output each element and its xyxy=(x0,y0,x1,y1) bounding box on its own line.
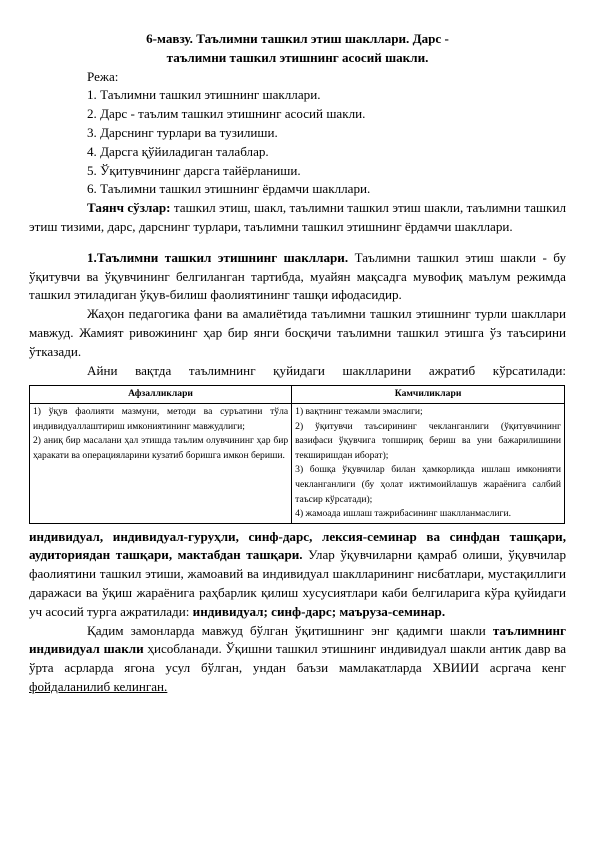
advantages-cell xyxy=(30,403,292,523)
underlined-ending: фойдаланилиб келинган. xyxy=(29,679,168,695)
advantage-item: 1) ўқув фаолияти мазмуни, методи ва суръатини тўла индивидуаллаштириш имкониятининг мавжудлиги; xyxy=(33,405,289,432)
forms-paragraph xyxy=(29,528,566,622)
forms-list-bold: индивидуал, индивидуал-гуруҳли, синф-дарс, лексия-семинар ва синфдан ташқари, аудиториядан ташқари, мактабдан ташқари. xyxy=(29,528,566,563)
three-types-bold: индивидуал; синф-дарс; маъруза-семинар. xyxy=(189,603,446,619)
disadvantage-item: 2) ўқитувчи таъсирининг чекланганлиги (ўқитувчининг вазифаси ўқувчига топшириқ бериш ва уни бажарилишини текширишдан иборат); xyxy=(295,420,561,461)
spacer xyxy=(29,237,566,249)
plan-item: 2. Дарс - таълим ташкил этишнинг асосий шакли. xyxy=(87,106,366,122)
table-header-disadvantages: Камчиликлари xyxy=(292,386,565,404)
title-line-2: таълимни ташкил этишнинг асосий шакли. xyxy=(166,49,429,65)
forms-description: Улар ўқувчиларни қамраб олиши, ўқувчилар фаолиятини ташкил этиши, жамоавий ва индивидуал шаклларининг нисбатлари, мустақиллиги даражаси ва ўқиш жараёнига раҳбарлик қилиш хусусиятлари каби белгиларига кўра қуйидаги уч асосий турга ажратилади: xyxy=(29,547,566,619)
ancient-form-paragraph xyxy=(29,622,566,697)
individual-form-bold: таълимнинг индивидуал шакли xyxy=(29,622,566,657)
section1-paragraph-1: Таълимни ташкил этиш шакли - бу ўқитувчи ва ўқувчининг белгиланган тартибда, муайян мақсадга мувофиқ маълум режимда ташкил этиладиган ўқув-билиш фаолиятининг ташқи ифодасидир. xyxy=(29,249,566,303)
plan-item: 3. Дарснинг турлари ва тузилиши. xyxy=(87,124,278,140)
plan-item: 4. Дарсга қўйиладиган талаблар. xyxy=(87,143,269,159)
keywords-text: ташкил этиш, шакл, таълимни ташкил этиш шакли, таълимни ташкил этиш тизими, дарс, дарснинг турлари, таълимни ташкил этишнинг ёрдамчи шакллари. xyxy=(29,200,566,234)
disadvantages-cell xyxy=(292,403,565,523)
section1-heading: 1.Таълимни ташкил этишнинг шакллари. xyxy=(87,249,349,265)
section1-paragraph-3: Айни вақтда таълимнинг қуйидаги шаклларини ажратиб кўрсатилади: xyxy=(87,362,566,378)
page-title xyxy=(29,30,566,68)
table-row xyxy=(30,403,565,523)
section1-paragraph-2: Жаҳон педагогика фани ва амалиётида таълимни ташкил этишнинг турли шакллари мавжуд. Жамият ривожининг ҳар бир янги босқичи таълимни ташкил этишга ўз таъсирини ўтказади. xyxy=(29,306,566,359)
plan-heading: Режа: xyxy=(87,68,119,84)
keywords-label: Таянч сўзлар: xyxy=(87,200,171,216)
keywords-paragraph xyxy=(29,199,566,237)
plan-item: 1. Таълимни ташкил этишнинг шакллари. xyxy=(87,87,321,103)
advantage-item: 2) аниқ бир масалани ҳал этишда таълим олувчининг ҳар бир ҳаракати ва операцияларини кузатиб боришга имкон бериши. xyxy=(33,435,289,461)
disadvantage-item: 1) вақтнинг тежамли эмаслиги; xyxy=(295,405,423,417)
table-header-row xyxy=(30,386,565,404)
ancient-text-c: ҳисобланади. Ўқишни ташкил этишнинг индивидуал шакли антик давр ва ўрта асрларда ягона усул бўлган, ундан баъзи мамлакатларда ХВИИИ асргача кенг xyxy=(29,641,567,676)
ancient-text-a: Қадим замонларда мавжуд бўлган ўқитишнинг энг қадимги шакли xyxy=(87,622,493,638)
comparison-table xyxy=(29,385,565,523)
disadvantage-item: 4) жамоада ишлаш тажрибасининг шаклланмаслиги. xyxy=(295,508,512,520)
section1-intro-paragraph xyxy=(29,249,566,305)
plan-item: 6. Таълимни ташкил этишнинг ёрдамчи шакллари. xyxy=(87,181,371,197)
plan-item: 5. Ўқитувчининг дарсга тайёрланиши. xyxy=(87,162,301,178)
plan-section xyxy=(29,68,566,200)
title-line-1: 6-мавзу. Таълимни ташкил этиш шакллари. Дарс - xyxy=(146,31,449,46)
table-header-advantages: Афзалликлари xyxy=(30,386,292,404)
disadvantage-item: 3) бошқа ўқувчилар билан ҳамкорликда ишлаш имконияти чекланганлиги (бу ҳолат ижтимоийлашув жараёнига салбий таъсир кўрсатади); xyxy=(295,464,561,505)
